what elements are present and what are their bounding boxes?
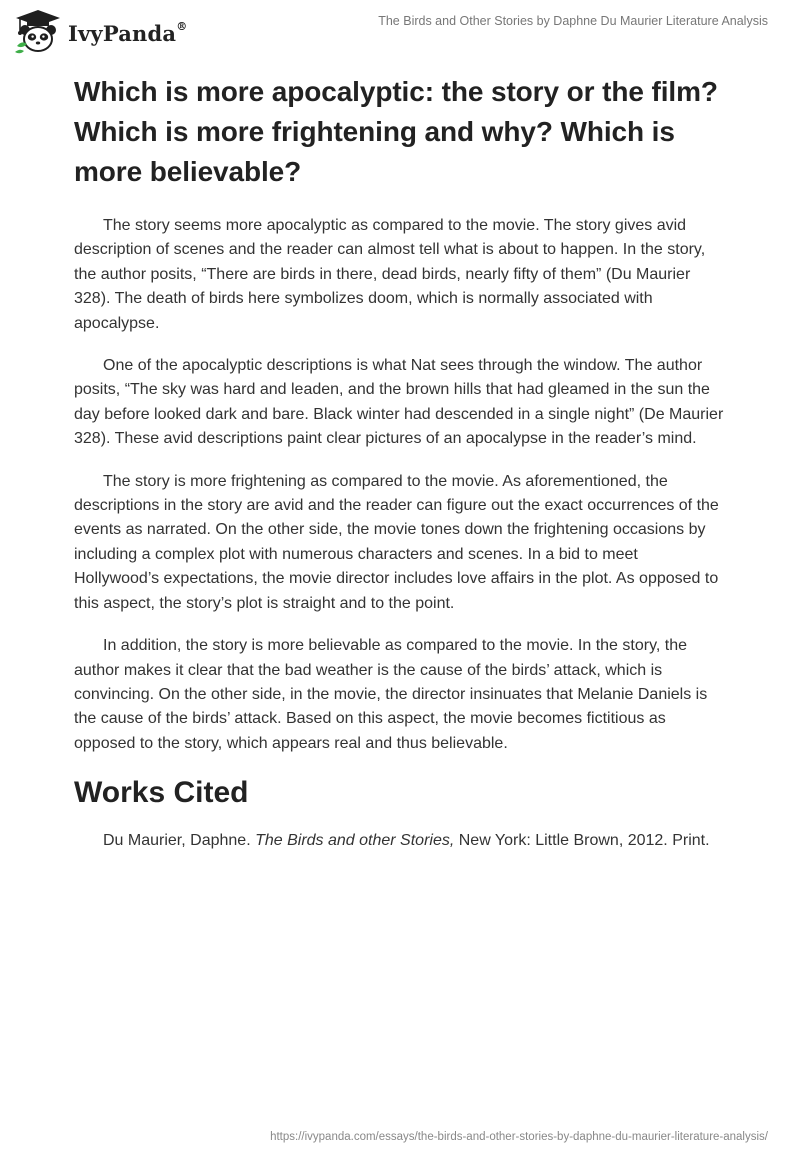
paragraph: In addition, the story is more believable as compared to the movie. In the story, the author makes it clear that the bad weather is the cause of the birds’ attack, which is convincing. On the other side, in the movie, the director insinuates that Melanie Daniels is the cause of the birds’ attack. Based on this aspect, the movie becomes fictitious as opposed to the story, which appears real and thus believable.	[74, 637, 708, 752]
page-header	[0, 0, 800, 70]
citation-entry	[74, 829, 726, 853]
article-content	[74, 72, 726, 872]
panda-graduate-icon	[14, 8, 62, 54]
works-cited-heading: Works Cited	[74, 776, 249, 810]
citation-title: The Birds and other Stories,	[255, 832, 455, 850]
document-title: The Birds and Other Stories by Daphne Du Maurier Literature Analysis	[378, 14, 768, 28]
source-url[interactable]: https://ivypanda.com/essays/the-birds-and-other-stories-by-daphne-du-maurier-literature-analysis/	[270, 1131, 768, 1143]
paragraph: One of the apocalyptic descriptions is what Nat sees through the window. The author posits, “The sky was hard and leaden, and the brown hills that had gleamed in the sun the day before looked dark and bare. Black winter had descended in a single night” (De Maurier 328). These avid descriptions paint clear pictures of an apocalypse in the reader’s mind.	[74, 357, 724, 448]
paragraph: The story seems more apocalyptic as compared to the movie. The story gives avid description of scenes and the reader can almost tell what is about to happen. In the story, the author posits, “There are birds in there, dead birds, nearly fifty of them” (Du Maurier 328). The death of birds here symbolizes doom, which is normally associated with apocalypse.	[74, 217, 706, 332]
brand-logo[interactable]	[14, 8, 187, 54]
paragraph: The story is more frightening as compared to the movie. As aforementioned, the descriptions in the story are avid and the reader can figure out the exact occurrences of the events as narrated. On the other side, the movie tones down the frightening occasions by including a complex plot with numerous characters and scenes. In a bid to meet Hollywood’s expectations, the movie director includes love affairs in the plot. As opposed to this aspect, the story’s plot is straight and to the point.	[74, 472, 719, 612]
citation-author: Du Maurier, Daphne.	[103, 832, 256, 850]
section-heading: Which is more apocalyptic: the story or the film? Which is more frightening and why? Which is more believable?	[74, 76, 718, 187]
brand-name: IvyPanda®	[68, 19, 188, 46]
citation-publication: New York: Little Brown, 2012. Print.	[454, 832, 710, 850]
